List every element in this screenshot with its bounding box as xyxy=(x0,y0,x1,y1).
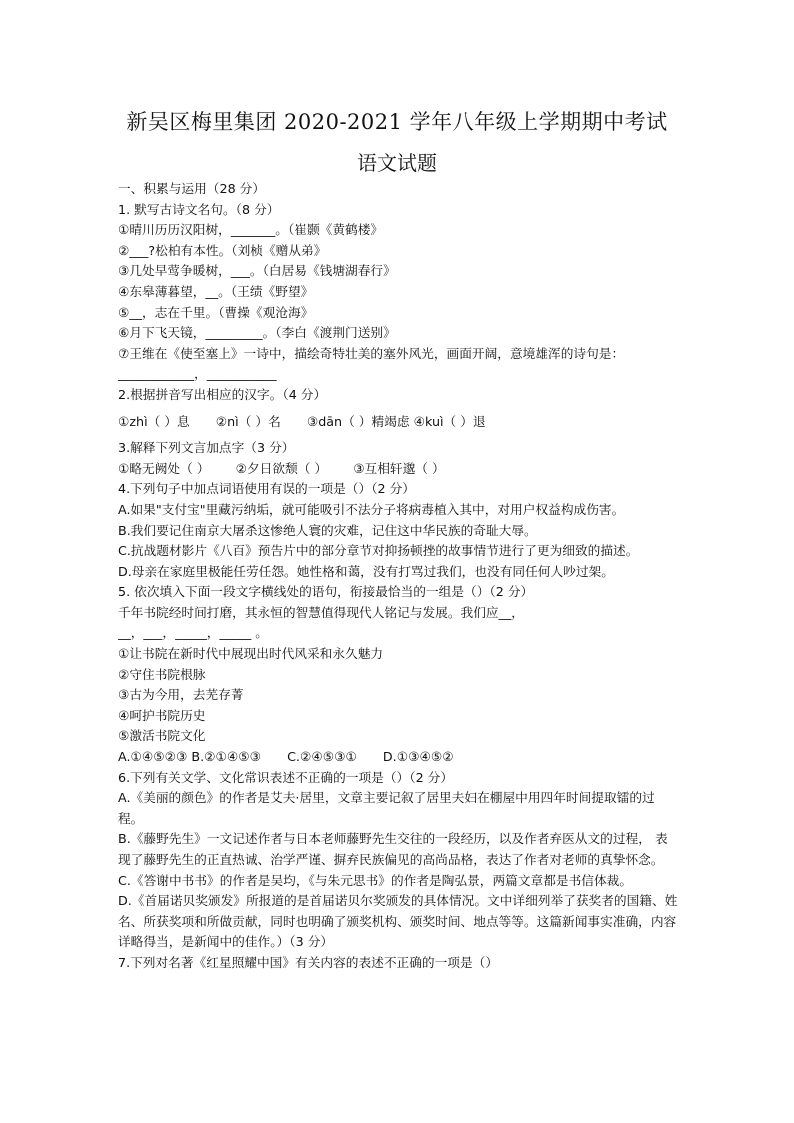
q5-options xyxy=(118,747,680,768)
q5-passage-blanks: __，___，_____，_____ 。 xyxy=(118,625,268,641)
q1-item: ⑦王维在《使至塞上》一诗中，描绘奇特壮美的塞外风光，画面开阔，意境雄浑的诗句是：____________，___________ xyxy=(118,345,625,382)
exam-subtitle: 语文试题 xyxy=(357,151,437,175)
q5-item: ②守住书院根脉 xyxy=(118,666,206,682)
q1-item: ④东皋薄暮望，__。（王绩《野望》 xyxy=(118,283,314,299)
q4-option: A.如果"支付宝"里藏污纳垢，就可能吸引不法分子将病毒植入其中，对用户权益构成伤害。 xyxy=(118,501,625,517)
q3-item: ②夕日欲颓（ ） xyxy=(235,460,328,476)
q3-item: ①略无阙处（ ） xyxy=(118,460,210,476)
q5-passage: 千年书院经时间打磨，其永恒的智慧值得现代人铭记与发展。我们应__， xyxy=(118,604,524,620)
q2-item: ④kuì（ ）退 xyxy=(413,413,486,429)
q6-option: B.《藤野先生》一文记述作者与日本老师藤野先生交往的一段经历，以及作者弃医从文的过程， 表现了藤野先生的正直热诚、治学严谨、摒弃民族偏见的高尚品格，表达了作者对老师的真挚怀念。 xyxy=(118,831,668,867)
q5-item: ⑤激活书院文化 xyxy=(118,728,206,744)
q2-items xyxy=(118,412,680,433)
q4-option: B.我们要记住南京大屠杀这惨绝人寰的灾难，记住这中华民族的奇耻大辱。 xyxy=(118,522,537,538)
question-4-stem: 4.下列句子中加点词语使用有误的一项是（）（2 分） xyxy=(118,481,415,497)
q1-item: ③几处早莺争暖树，___。（白居易《钱塘湖春行》 xyxy=(118,263,396,279)
q6-option: A.《美丽的颜色》的作者是艾夫·居里，文章主要记叙了居里夫妇在棚屋中用四年时间提取镭的过程。 xyxy=(118,790,655,826)
q1-item: ②___?松柏有本性。（刘桢《赠从弟》 xyxy=(118,242,327,258)
q2-item: ②nì（ ）名 xyxy=(215,413,281,429)
q3-item: ③互相轩邈（ ） xyxy=(353,460,445,476)
question-7-stem: 7.下列对名著《红星照耀中国》有关内容的表述不正确的一项是（） xyxy=(118,954,499,970)
q4-option: C.抗战题材影片《八百》预告片中的部分章节对抑扬顿挫的故事情节进行了更为细致的描述。 xyxy=(118,543,639,559)
q5-item: ③古为今用，去芜存菁 xyxy=(118,687,244,703)
question-3-stem: 3.解释下列文言加点字（3 分） xyxy=(118,440,295,456)
q1-item: ⑥月下飞天镜，_________。（李白《渡荆门送别》 xyxy=(118,325,396,341)
q2-item: ③dān（ ）精竭虑 xyxy=(306,413,410,429)
q5-item: ④呵护书院历史 xyxy=(118,707,206,723)
q6-option: D.《首届诺贝奖颁发》所报道的是首届诺贝尔奖颁发的具体情况。文中详细列举了获奖者的国籍、姓名、所获奖项和所做贡献，同时也明确了颁奖机构、颁奖时间、地点等等。这篇新闻事实准确，内容详略得当，是新闻中的佳作。）（3 分） xyxy=(118,893,678,950)
q3-items xyxy=(118,459,680,480)
q5-option: B.②①④⑤③ xyxy=(191,749,262,765)
exam-body xyxy=(118,179,680,974)
q1-item: ①晴川历历汉阳树，_______。（崔颢《黄鹤楼》 xyxy=(118,222,384,238)
question-6-stem: 6.下列有关文学、文化常识表述不正确的一项是（）（2 分） xyxy=(118,769,454,785)
q5-option: A.①④⑤②③ xyxy=(118,749,188,765)
q1-item: ⑤__，志在千里。（曹操《观沧海》 xyxy=(118,304,314,320)
section-heading: 一、积累与运用（28 分） xyxy=(118,181,266,196)
exam-title: 新吴区梅里集团 2020-2021 学年八年级上学期期中考试 xyxy=(126,110,668,134)
q5-item: ①让书院在新时代中展现出时代风采和永久魅力 xyxy=(118,646,384,662)
q5-option: C.②④⑤③① xyxy=(287,749,357,765)
question-2-stem: 2.根据拼音写出相应的汉字。（4 分） xyxy=(118,386,327,402)
question-1-stem: 1. 默写古诗文名句。（8 分） xyxy=(118,201,280,217)
q4-option: D.母亲在家庭里极能任劳任怨。她性格和蔼，没有打骂过我们，也没有同任何人吵过架。 xyxy=(118,563,614,579)
question-5-stem: 5. 依次填入下面一段文字横线处的语句，衔接最恰当的一组是（）（2 分） xyxy=(118,584,534,600)
q5-option: D.①③④⑤② xyxy=(382,749,454,765)
q6-option: C.《答谢中书书》的作者是吴均，《与朱元思书》的作者是陶弘景，两篇文章都是书信体裁。 xyxy=(118,872,633,888)
q2-item: ①zhì（ ）息 xyxy=(118,413,190,429)
